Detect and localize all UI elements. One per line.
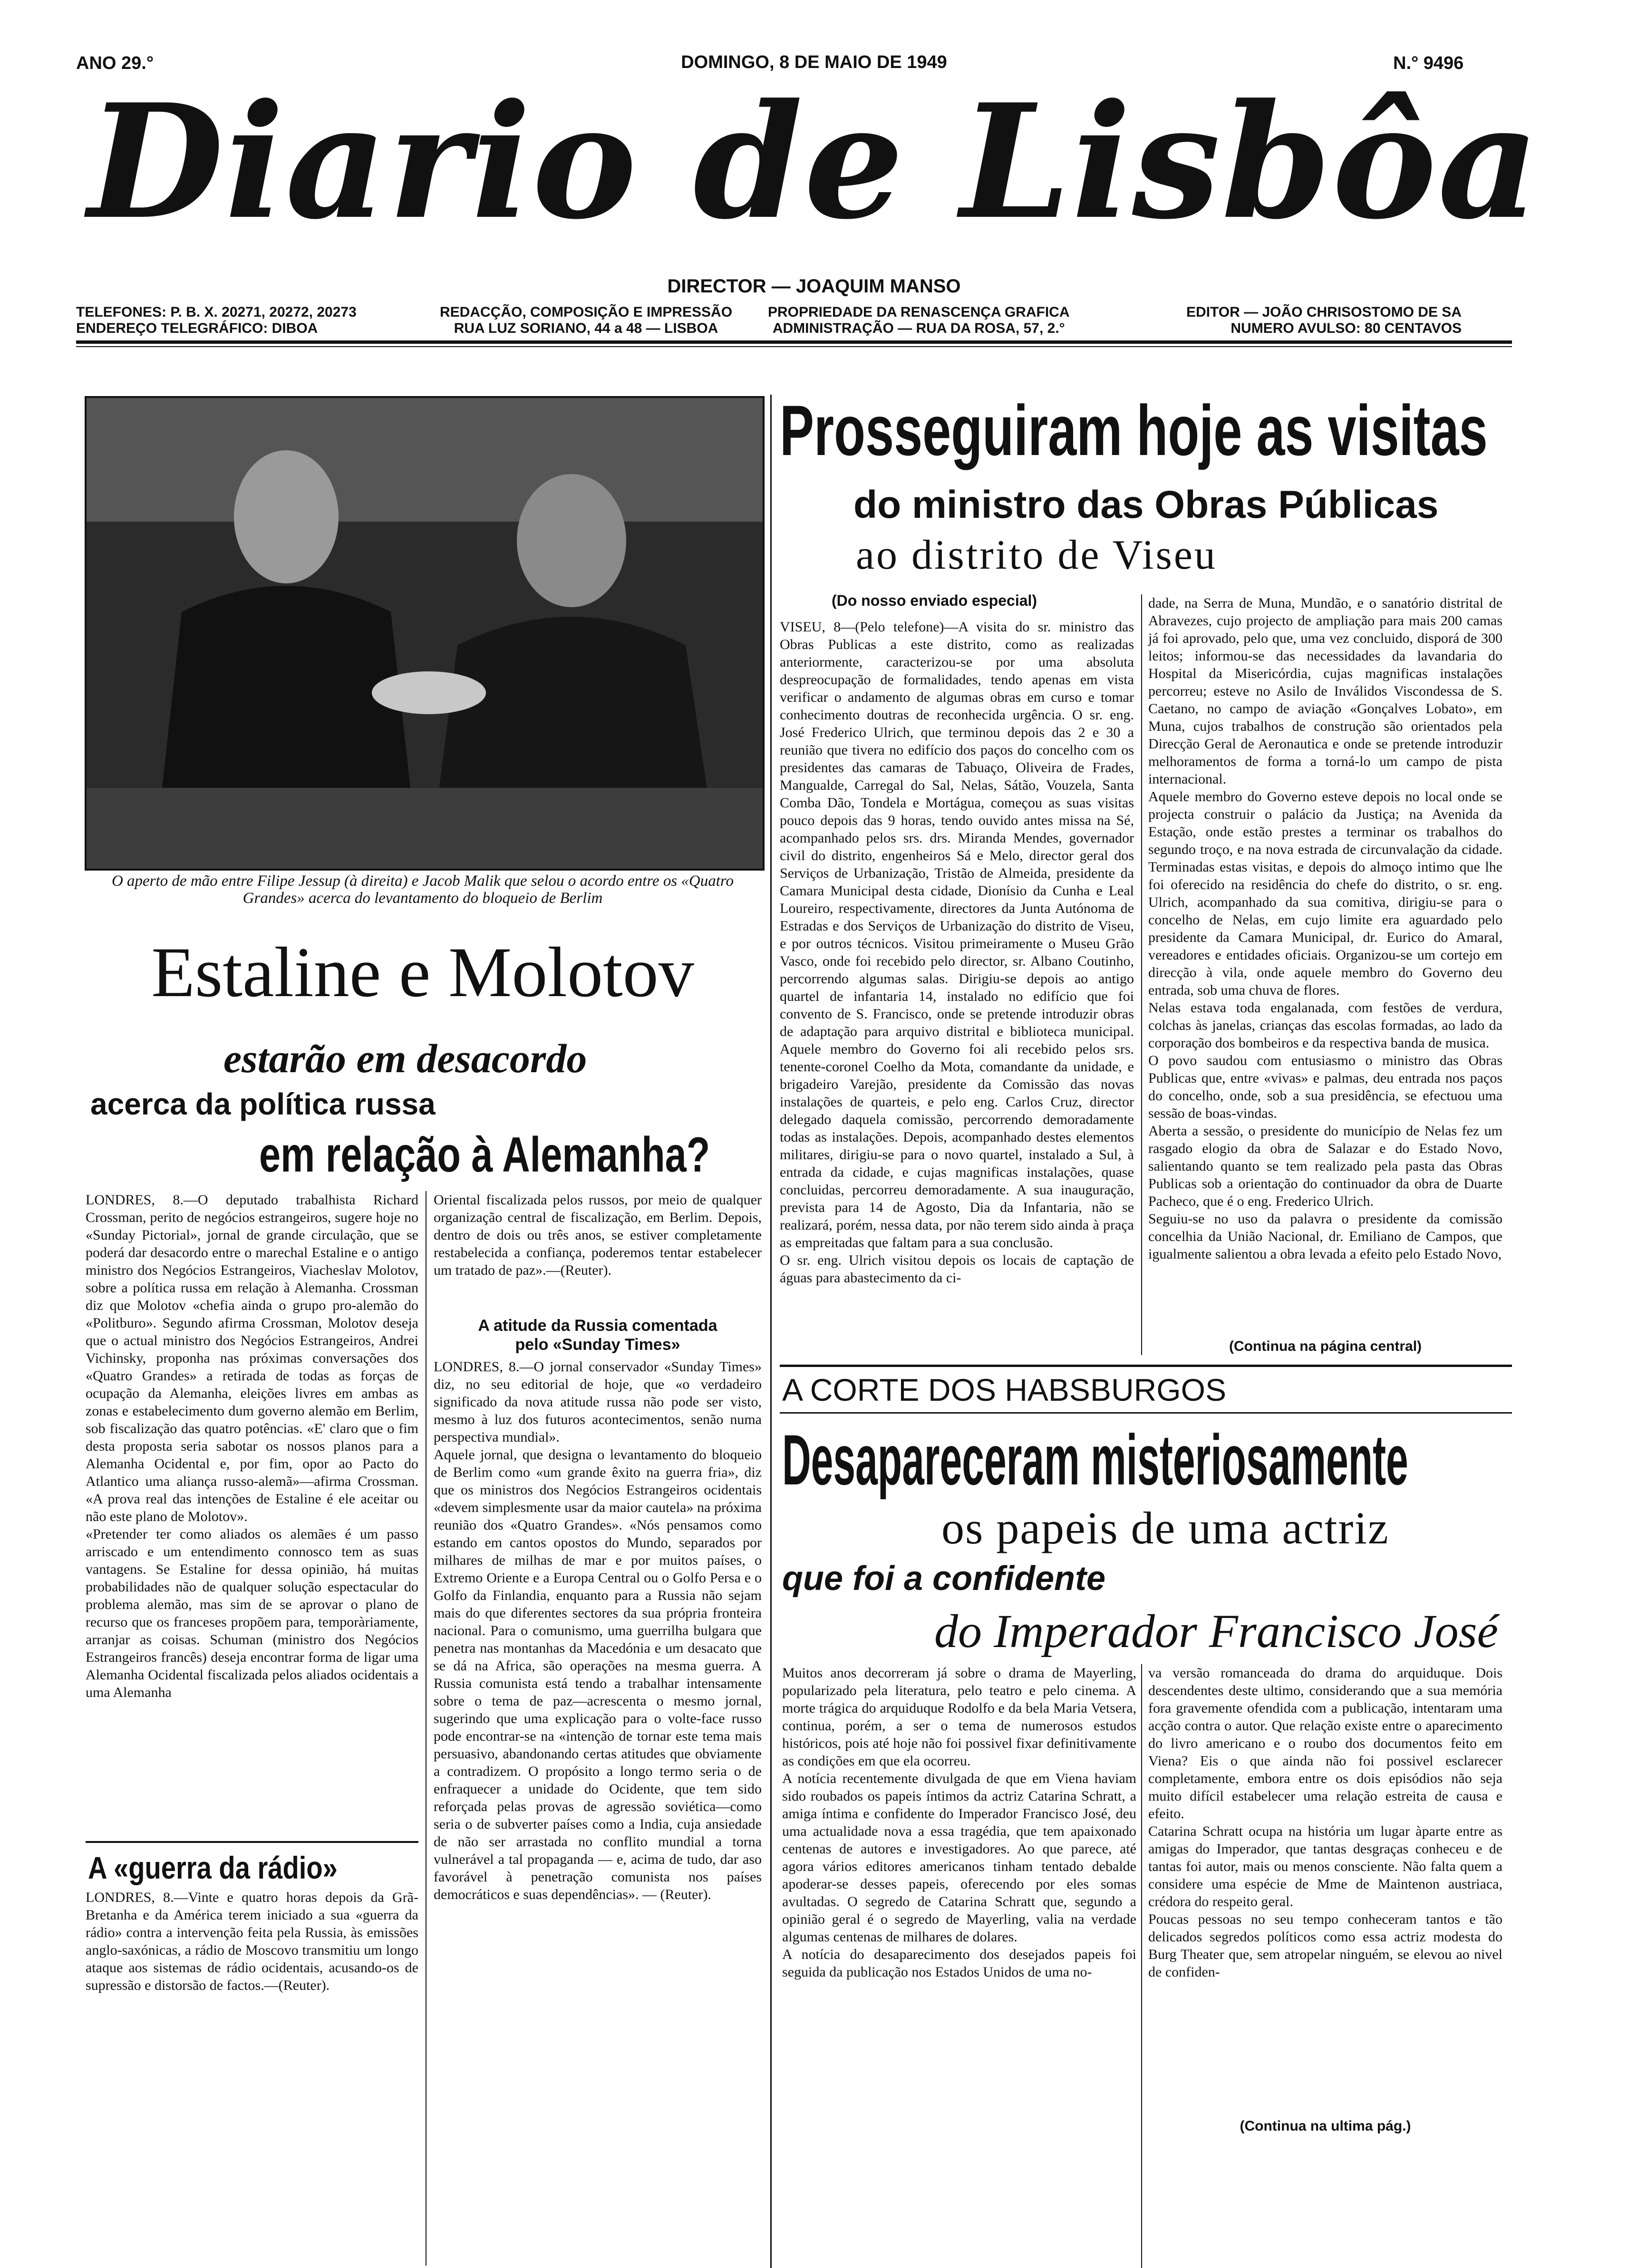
viseu-continuation: (Continua na página central) bbox=[1229, 1338, 1422, 1354]
viseu-deck-1: do ministro das Obras Públicas bbox=[853, 483, 1439, 526]
viseu-byline: (Do nosso enviado especial) bbox=[831, 592, 1037, 609]
estaline-deck-2: acerca da política russa bbox=[90, 1087, 436, 1121]
habsburgos-column-1: Muitos anos decorreram já sobre o drama de Mayerling, popularizado pela literatura, pelo teatro e pelo cinema. A morte trágica do arquiduque Rodolfo e da bela Maria Vetsera, continua, porém, a ser o tema de numerosos estudos históricos, pois até hoje não foi possivel fixar definitivamente as condições em que ela ocorreu. A notícia recentemente divulgada de que em Viena haviam sido roubados os papeis íntimos da actriz Catarina Schratt, a amiga íntima e confidente do Imperador Francisco José, deu uma actualidade nova a essa tragédia, que tem apaixonado centenas de autores e investigadores. Ao que parece, até agora vários editores americanos tinham tentado debalde apoderar-se desses papeis, oferecendo por eles somas avultadas. O segredo de Catarina Schratt que, segundo a opinião geral é o segredo de Mayerling, valia na verdade algumas centenas de milhares de dolares. A notícia do desaparecimento dos desejados papeis foi seguida da publicação nos Estados Unidos de uma no- bbox=[782, 1665, 1136, 1980]
kicker-rule bbox=[780, 1412, 1512, 1414]
masthead-rule bbox=[76, 340, 1512, 344]
habsburgos-deck-3: do Imperador Francisco José bbox=[934, 1605, 1498, 1657]
habsburgos-column-2: va versão romanceada do drama do arquiduque. Dois descendentes deste ultimo, considerando que a sua memória fora gravemente ofendida com a publicação, intentaram uma acção contra o autor. Que relação existe entre o aparecimento do livro americano e o roubo dos documentos feito em Viena? Eis o que ainda não foi possivel esclarecer completamente, embora entre os dois episódios não seja muito difícil estabelecer uma relação estreita de causa e efeito. Catarina Schratt ocupa na história um lugar àparte entre as amigas do Imperador, que tantas desgraças conheceu e de tantas foi autor, mais ou menos consciente. Não falta quem a considere uma espécie de Mme de Maintenon austriaca, crédora do respeito geral. Poucas pessoas no seu tempo conheceram tantos e tão delicados segredos políticos como essa actriz modesta do Burg Theater que, sem atropelar ninguém, se elevou ao nivel de confiden- bbox=[1148, 1665, 1502, 1980]
page-divider bbox=[770, 395, 772, 2268]
radio-rule bbox=[86, 1841, 418, 1843]
column-divider-viseu bbox=[1141, 594, 1142, 1355]
handshake-photo bbox=[85, 396, 765, 871]
newspaper-title: Diario de Lisbôa bbox=[87, 69, 1541, 254]
radio-headline: A «guerra da rádio» bbox=[88, 1850, 338, 1885]
habsburgos-kicker: A CORTE DOS HABSBURGOS bbox=[782, 1372, 1226, 1407]
estaline-column-2b: LONDRES, 8.—O jornal conservador «Sunday Times» diz, no seu editorial de hoje, que «o verdadeiro significado da nova atitude russa não pode ser visto, mesmo à luz dos futuros acontecimentos, senão numa perspectiva mundial». Aquele jornal, que designa o levantamento do bloqueio de Berlim como «um grande êxito na guerra fria», diz que os ministros dos Negócios Estrangeiros ocidentais «devem simplesmente usar da maior cautela» na próxima reunião dos «Quatro Grandes». «Nós pensamos como estando em cantos opostos do Mundo, separados por milhares de milhas de mar e por muitos países, o Extremo Oriente e a Europa Central ou o Golfo Persa e o Golfo da Finlandia, enquanto para a Russia não sejam mais do que diferentes sectores da sua própria fronteira nacional. Para o comunismo, uma guerrilha bulgara que penetra nas montanhas da Macedónia e um desacato que se dá na Africa, são operações na mesma guerra. A Russia comunista está tendo a trabalhar intensamente sobre o tema de paz—acrescenta o mesmo jornal, sugerindo que uma explicação para o volte-face russo pode encontrar-se na «intenção de tornar este tema mais persuasivo, abandonando certas atitudes que obviamente a contradizem. O propósito a longo termo seria o de enfraquecer a unidade do Ocidente, que tem sido reforçada pelas provas de agressão soviética—como seria o de subverter países como a India, cuja ansiedade de não ser arrastada no conflito mundial a torna vulnerável a tal propaganda — e, acima de tudo, dar aso favorável à penetração comunista nos países democráticos e suas dependências». — (Reuter). bbox=[434, 1359, 762, 1902]
estaline-column-1: LONDRES, 8.—O deputado trabalhista Richard Crossman, perito de negócios estrangeiros, sugere hoje no «Sunday Pictorial», jornal de grande circulação, que se poderá dar desacordo entre o marechal Estaline e o antigo ministro dos Negócios Estrangeiros, Viacheslav Molotov, sobre a política russa em relação à Alemanha. Crossman diz que Molotov «chefia ainda o grupo pro-alemão do «Politburo». Segundo afirma Crossman, Molotov deseja que o actual ministro dos Negócios Estrangeiros, Andrei Vichinsky, proponha nas próximas conversações dos «Quatro Grandes» a retirada de todas as forças de ocupação da Alemanha, eleições livres em ambas as zonas e estabelecimento dum governo alemão em Berlim, sob fiscalização das quatro potências. «E' claro que o fim desta proposta seria sabotar os nossos planos para a Alemanha Ocidental e, por fim, opor ao Pacto do Atlantico uma aliança russo-alemã»—afirma Crossman. «A prova real das intenções de Estaline é ele aceitar ou não este plano de Molotov». «Pretender ter como aliados os alemães é um passo arriscado e um entendimento connosco tem as suas vantagens. Se Estaline for dessa opinião, há muitas probabilidades não de qualquer solução espectacular do problema alemão, mas sim de se aprovar o plano de recurso que os franceses propõem para, temporàriamente, arranjar as coisas. Schuman (ministro dos Negócios Estrangeiros francês) deseja encontrar forma de ligar uma Alemanha Ocidental fiscalizada pelos aliados ocidentais a uma Alemanha bbox=[86, 1192, 418, 1700]
estaline-column-2: Oriental fiscalizada pelos russos, por meio de qualquer organização central de fiscalização, em Berlim. Depois, dentro de dois ou três anos, se estiver completamente restabelecida a confiança, poderemos tentar estabelecer um tratado de paz».—(Reuter). bbox=[434, 1192, 762, 1278]
viseu-column-2: dade, na Serra de Muna, Mundão, e o sanatório distrital de Abravezes, cujo projecto de ampliação para mais 200 camas já foi aprovado, pelo que, uma vez concluido, disporá de 300 leitos; informou-se das necessidades da lavandaria do Hospital da Misericórdia, cujas magnificas instalações percorreu; esteve no Asilo de Inválidos Viscondessa de S. Caetano, no campo de aviação «Gonçalves Lobato», em Muna, cujos trabalhos de construção são orientados pela Direcção Geral de Aeronautica e onde se pretende introduzir melhoramentos de forma a torná-lo um campo de pista internacional. Aquele membro do Governo esteve depois no local onde se projecta construir o palácio da Justiça; na Avenida da Estação, onde estão prestes a terminar os trabalhos do segundo troço, e na nova estrada de circunvalação da cidade. Terminadas estas visitas, e depois do almoço intimo que lhe foi oferecido na residência do chefe do distrito, o sr. eng. Ulrich, acompanhado da sua comitiva, dirigiu-se para o concelho de Nelas, em cujo limite era aguardado pelo presidente da Camara Municipal, dr. Eurico do Amaral, vereadores e entidades oficiais. Organizou-se um cortejo em direcção à vila, onde aquele membro do Governo deu entrada, sob uma chuva de flores. Nelas estava toda engalanada, com festões de verdura, colchas às janelas, crianças das escolas formadas, ao lado da corporação dos bombeiros e da respectiva banda de musica. O povo saudou com entusiasmo o ministro das Obras Publicas que, entre «vivas» e palmas, deu entrada nos paços do concelho, onde, sob a sua presidência, se efectuou uma sessão de boas-vindas. Aberta a sessão, o presidente do município de Nelas fez um rasgado elogio da obra de Salazar e do Estado Novo, salientando quanto se tem realizado pela pasta das Obras Publicas sob a orientação do continuador da obra de Duarte Pacheco, que é o eng. Frederico Ulrich. Seguiu-se no uso da palavra o presidente da comissão concelhia da União Nacional, dr. Emiliano de Campos, que igualmente salientou a obra levada a efeito pelo Estado Novo, bbox=[1148, 595, 1502, 1262]
photo-illustration bbox=[87, 398, 763, 869]
masthead-rule-thin bbox=[76, 346, 1512, 347]
year-label: ANO 29.° bbox=[76, 53, 154, 73]
viseu-end-rule bbox=[780, 1365, 1512, 1367]
viseu-headline: Prosseguiram hoje as visitas bbox=[780, 390, 1488, 470]
radio-body: LONDRES, 8.—Vinte e quatro horas depois da Grã-Bretanha e da América terem iniciado a sua «guerra da rádio» contra a intervenção feita pela Russia, às emissões anglo-saxónicas, a rádio de Moscovo transmitiu um longo ataque aos sistemas de rádio ocidentais, acusando-os de supressão e distorsão de factos.—(Reuter). bbox=[86, 1890, 418, 1993]
masthead-administration: PROPRIEDADE DA RENASCENÇA GRAFICA ADMINISTRAÇÃO — RUA DA ROSA, 57, 2.° bbox=[768, 304, 1070, 336]
photo-caption: O aperto de mão entre Filipe Jessup (à direita) e Jacob Malik que selou o acordo entre os «Quatro Grandes» acerca do levantamento do bloqueio de Berlim bbox=[111, 872, 734, 907]
habsburgos-continuation: (Continua na ultima pág.) bbox=[1240, 2118, 1411, 2134]
issue-number: N.° 9496 bbox=[1393, 53, 1464, 73]
date-label: DOMINGO, 8 DE MAIO DE 1949 bbox=[681, 52, 947, 72]
habsburgos-deck-1: os papeis de uma actriz bbox=[941, 1502, 1389, 1553]
viseu-deck-2: ao distrito de Viseu bbox=[856, 532, 1217, 578]
masthead-editor: EDITOR — JOÃO CHRISOSTOMO DE SA NUMERO AVULSO: 80 CENTAVOS bbox=[1186, 304, 1462, 336]
director-line: DIRECTOR — JOAQUIM MANSO bbox=[667, 276, 961, 297]
masthead-contact: TELEFONES: P. B. X. 20271, 20272, 20273 ENDEREÇO TELEGRÁFICO: DIBOA bbox=[76, 304, 357, 336]
estaline-headline: Estaline e Molotov bbox=[151, 933, 694, 1012]
estaline-deck-3: em relação à Alemanha? bbox=[259, 1127, 710, 1182]
masthead-editorial-address: REDACÇÃO, COMPOSIÇÃO E IMPRESSÃO RUA LUZ SORIANO, 44 a 48 — LISBOA bbox=[440, 304, 733, 336]
russia-subhead: A atitude da Russia comentada pelo «Sunday Times» bbox=[478, 1317, 717, 1354]
viseu-column-1: VISEU, 8—(Pelo telefone)—A visita do sr. ministro das Obras Publicas a este distrito, como as realizadas anteriormente, caracterizou-se por uma absoluta despreocupação de formalidades, tendo apenas em vista verificar o andamento de algumas obras em curso e tomar conhecimento doutras de reconhecida urgência. O sr. eng. José Frederico Ulrich, que terminou depois das 2 e 30 a reunião que tivera no edifício dos paços do concelho com os presidentes das camaras de Tabuaço, Oliveira de Frades, Mangualde, Carregal do Sal, Nelas, Sátão, Vouzela, Santa Comba Dão, Tondela e Mortágua, começou as suas visitas pouco depois das 9 horas, tendo ouvido antes missa na Sé, acompanhado pelos srs. drs. Miranda Mendes, governador civil do distrito, engenheiros Sá e Melo, director geral dos Serviços de Urbanização, Tristão de Almeida, presidente da Camara Municipal desta cidade, Dionísio da Cunha e Leal Loureiro, respectivamente, directores da Junta Autónoma de Estradas e dos Serviços de Urbanização do distrito de Viseu, e por outros técnicos. Visitou primeiramente o Museu Grão Vasco, onde foi recebido pelo director, sr. Albano Coutinho, percorrendo algumas salas. Dirigiu-se depois ao antigo quartel de infantaria 14, instalado no edifício que foi convento de S. Francisco, onde se pretende introduzir obras de adaptação para arquivo distrital e biblioteca municipal. Aquele membro do Governo foi ali recebido pelos srs. tenente-coronel Coelho da Mota, comandante da unidade, e brigadeiro Varejão, presidente da Comissão das novas instalações de quarteis, e pelo eng. Carlos Cruz, director delegado daquela comissão, percorrendo demoradamente todas as instalações. Depois, acompanhado destes elementos militares, dirigiu-se para o novo quartel, instalado a Sul, à entrada da cidade, e cujas magnificas instalações, quase concluidas, percorreu demoradamente. A sua inauguração, prevista para 14 de Agosto, Dia da Infantaria, não se realizará, porém, nessa data, por não terem sido ainda à praça as empreitadas que faltam para a sua conclusão. O sr. eng. Ulrich visitou depois os locais de captação de águas para abastecimento da ci- bbox=[780, 619, 1134, 1286]
column-divider-habsburgos bbox=[1141, 1664, 1142, 2268]
habsburgos-deck-2: que foi a confidente bbox=[782, 1560, 1106, 1598]
habsburgos-headline: Desapareceram misteriosamente bbox=[782, 1420, 1408, 1500]
estaline-deck-1: estarão em desacordo bbox=[223, 1036, 587, 1081]
